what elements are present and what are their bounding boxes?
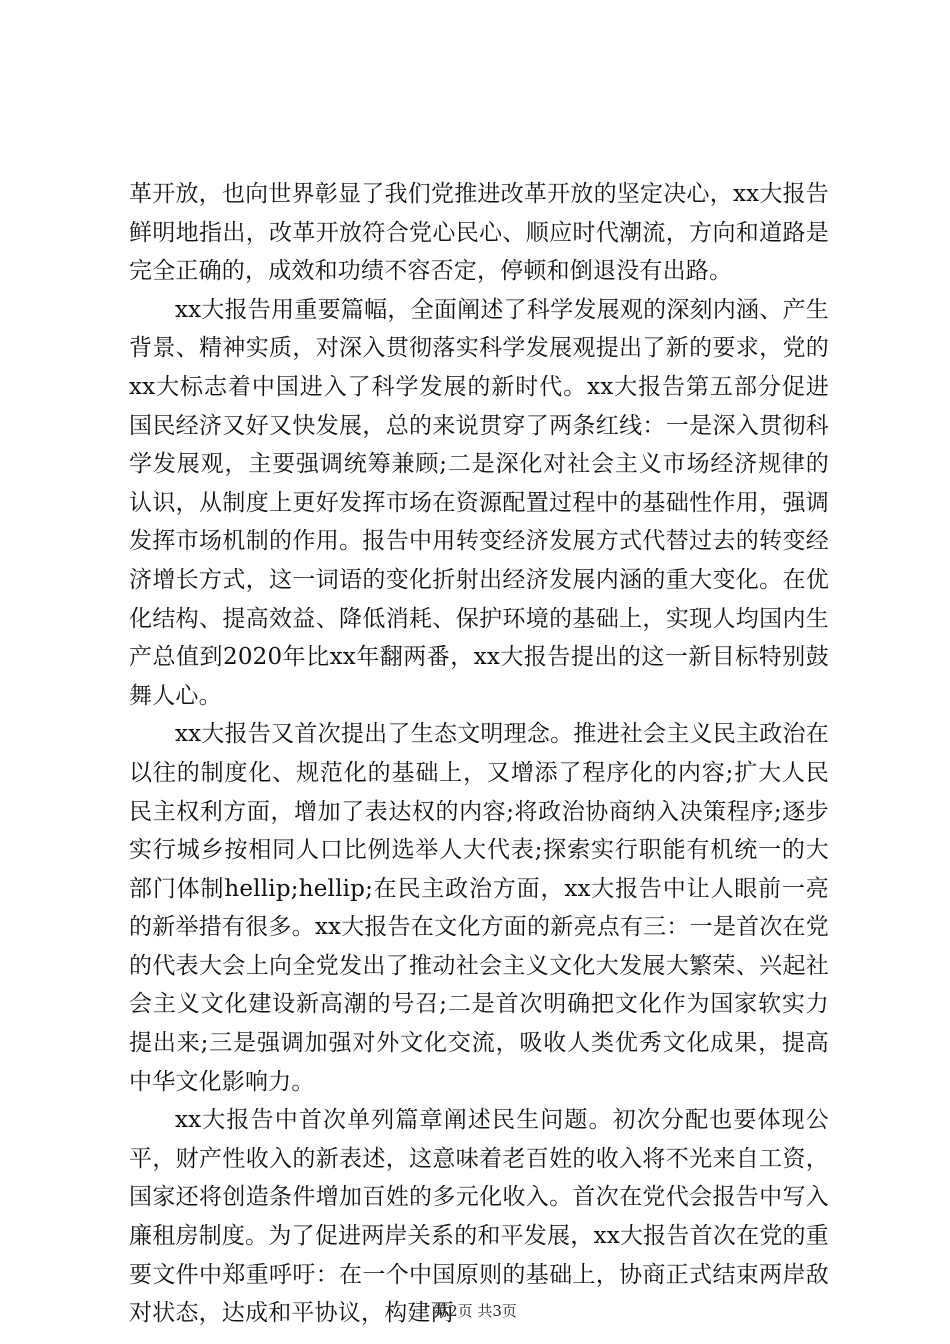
paragraph-4: xx大报告中首次单列篇章阐述民生问题。初次分配也要体现公平，财产性收入的新表述，这意味着老百姓的收入将不光来自工资，国家还将创造条件增加百姓的多元化收入。首次在党代会报告中写入廉租房制度。为了促进两岸关系的和平发展，xx大报告首次在党的重要文件中郑重呼吁：在一个中国原则的基础上，协商正式结束两岸敌对状态，达成和平协议，构建两 (129, 1107, 829, 1327)
paragraph-2: xx大报告用重要篇幅，全面阐述了科学发展观的深刻内涵、产生背景、精神实质，对深入贯彻落实科学发展观提出了新的要求，党的xx大标志着中国进入了科学发展的新时代。xx大报告第五部分促进国民经济又好又快发展，总的来说贯穿了两条红线：一是深入贯彻科学发展观，主要强调统筹兼顾;二是深化对社会主义市场经济规律的认识，从制度上更好发挥市场在资源配置过程中的基础性作用，强调发挥市场机制的作用。报告中用转变经济发展方式代替过去的转变经济增长方式，这一词语的变化折射出经济发展内涵的重大变化。在优化结构、提高效益、降低消耗、保护环境的基础上，实现人均国内生产总值到2020年比xx年翻两番，xx大报告提出的这一新目标特别鼓舞人心。 (129, 296, 829, 709)
paragraph-1: 革开放，也向世界彰显了我们党推进改革开放的坚定决心，xx大报告鲜明地指出，改革开放符合党心民心、顺应时代潮流，方向和道路是完全正确的，成效和功绩不容否定，停顿和倒退没有出路。 (129, 181, 829, 285)
document-body (129, 175, 829, 1333)
page-number-footer: 第2页 共3页 (433, 1302, 517, 1320)
paragraph-3: xx大报告又首次提出了生态文明理念。推进社会主义民主政治在以往的制度化、规范化的基础上，又增添了程序化的内容;扩大人民民主权利方面，增加了表达权的内容;将政治协商纳入决策程序;逐步实行城乡按相同人口比例选举人大代表;探索实行职能有机统一的大部门体制hellip;hellip;在民主政治方面，xx大报告中让人眼前一亮的新举措有很多。xx大报告在文化方面的新亮点有三：一是首次在党的代表大会上向全党发出了推动社会主义文化大发展大繁荣、兴起社会主义文化建设新高潮的号召;二是首次明确把文化作为国家软实力提出来;三是强调加强对外文化交流，吸收人类优秀文化成果，提高中华文化影响力。 (129, 721, 829, 1095)
